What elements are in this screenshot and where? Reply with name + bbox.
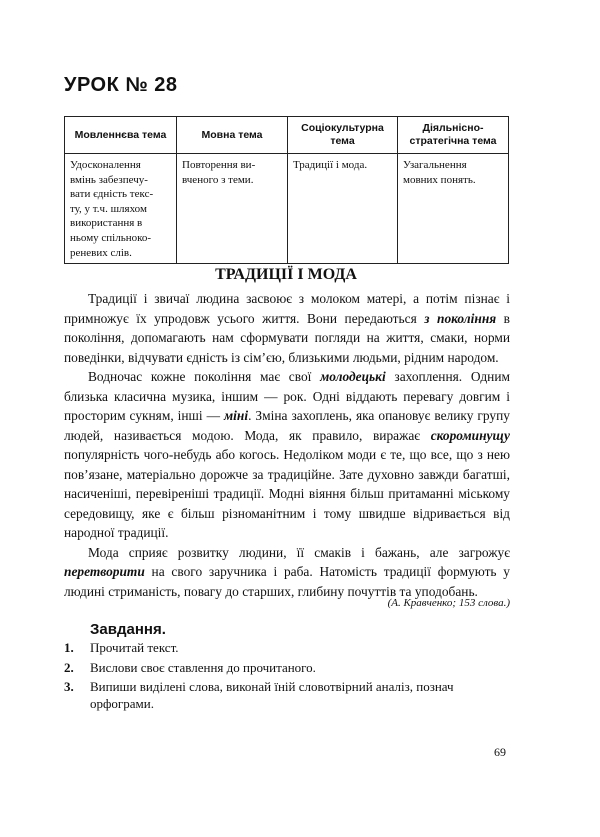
text-body bbox=[64, 289, 510, 601]
paragraph-1 bbox=[64, 289, 510, 367]
text-run: Традиції і звичаї людина засвоює з молоком матері, а потім пізнає і примножує їх упродовж усього життя. Вони передаються bbox=[64, 291, 510, 326]
task-text: Вислови своє ставлення до прочитаного. bbox=[90, 659, 316, 675]
header-language-theme: Мовна тема bbox=[177, 117, 288, 154]
cell-language-theme bbox=[177, 154, 288, 264]
task-text: Випиши виділені слова, виконай їній словотвірний аналіз, познач орфограми. bbox=[90, 679, 454, 711]
text-run: на свого заручника і раба. Натомість традиції формують у людині стриманість, повагу до старших, глибину почуттів та уподобань. bbox=[64, 564, 510, 599]
cell-activity-theme bbox=[398, 154, 509, 264]
task-number: 3. bbox=[64, 679, 74, 694]
text-run: Мода сприяє розвитку людини, її смаків і бажань, але загрожує bbox=[88, 544, 510, 560]
task-number: 2. bbox=[64, 659, 74, 675]
paragraph-2 bbox=[64, 367, 510, 543]
list-item bbox=[64, 679, 514, 712]
text-source: (А. Кравченко; 153 слова.) bbox=[387, 597, 510, 609]
task-text: Прочитай текст. bbox=[90, 640, 179, 655]
highlighted-word: міні bbox=[224, 408, 249, 423]
cell-line: вати єдність текс- bbox=[70, 188, 154, 201]
tasks-list bbox=[64, 640, 514, 715]
cell-line: ту, у т.ч. шляхом bbox=[70, 202, 147, 215]
lesson-title: УРОК № 28 bbox=[64, 74, 178, 96]
cell-line: використання в bbox=[70, 217, 143, 230]
header-activity-theme: Діяльнісно-стратегічна тема bbox=[398, 117, 509, 154]
highlighted-word: скороминущу bbox=[430, 427, 510, 443]
cell-line: Повторення ви- bbox=[182, 159, 256, 171]
cell-line: мовних понять. bbox=[403, 173, 476, 186]
table-row bbox=[65, 154, 509, 264]
cell-line: реневих слів. bbox=[70, 246, 132, 259]
text-run: в покоління, допомагають нам сформувати погляди на життя, смаки, норми поведінки, відчувати єдність із сім’єю, близькими людьми, рідним народом. bbox=[64, 310, 510, 365]
cell-line: Удосконалення bbox=[70, 159, 141, 171]
table-header-row bbox=[65, 117, 509, 154]
paragraph-3 bbox=[64, 543, 510, 602]
cell-line: ньому спільноко- bbox=[70, 231, 152, 244]
list-item bbox=[64, 660, 514, 677]
cell-line: Узагальнення bbox=[403, 159, 467, 171]
task-number: 1. bbox=[64, 640, 74, 655]
cell-line: вмінь забезпечу- bbox=[70, 173, 148, 186]
text-run: популярність чого-небудь або когось. Недоліком моди є те, що все, що з нею пов’язане, матеріально дорожче за традиційне. Зате духовно завжди багатші, насиченіші, перевіреніші традиції. Модні віяння більш притаманні міському середовищу, яке є більш різноманітним і тому швидше відривається від народної традиції. bbox=[64, 447, 510, 540]
lesson-themes-table bbox=[64, 116, 509, 264]
tasks-title: Завдання. bbox=[90, 621, 166, 638]
cell-sociocultural-theme bbox=[288, 154, 398, 264]
text-run: захоплення. Одним близька класична музика, іншим — рок. Одні віддають перевагу довгим і просторим сукням, інші — bbox=[64, 369, 510, 423]
header-sociocultural-theme: Соціокультурна тема bbox=[288, 117, 398, 154]
highlighted-word: молодецькі bbox=[320, 369, 386, 384]
text-title: ТРАДИЦІЇ І МОДА bbox=[215, 266, 357, 283]
cell-speech-theme bbox=[65, 154, 177, 264]
cell-line: Традиції і мода. bbox=[293, 159, 368, 171]
header-speech-theme: Мовленнєва тема bbox=[65, 117, 177, 154]
cell-line: вченого з теми. bbox=[182, 173, 254, 186]
text-run: . Зміна захоплень, яка опановує велику групу людей, називається модою. Мода, як правило, виражає bbox=[64, 408, 510, 443]
highlighted-word: перетворити bbox=[64, 564, 145, 579]
text-run: Водночас кожне покоління має свої bbox=[88, 369, 321, 384]
highlighted-word: з покоління bbox=[424, 310, 497, 326]
list-item bbox=[64, 640, 514, 657]
page-number: 69 bbox=[494, 745, 506, 759]
